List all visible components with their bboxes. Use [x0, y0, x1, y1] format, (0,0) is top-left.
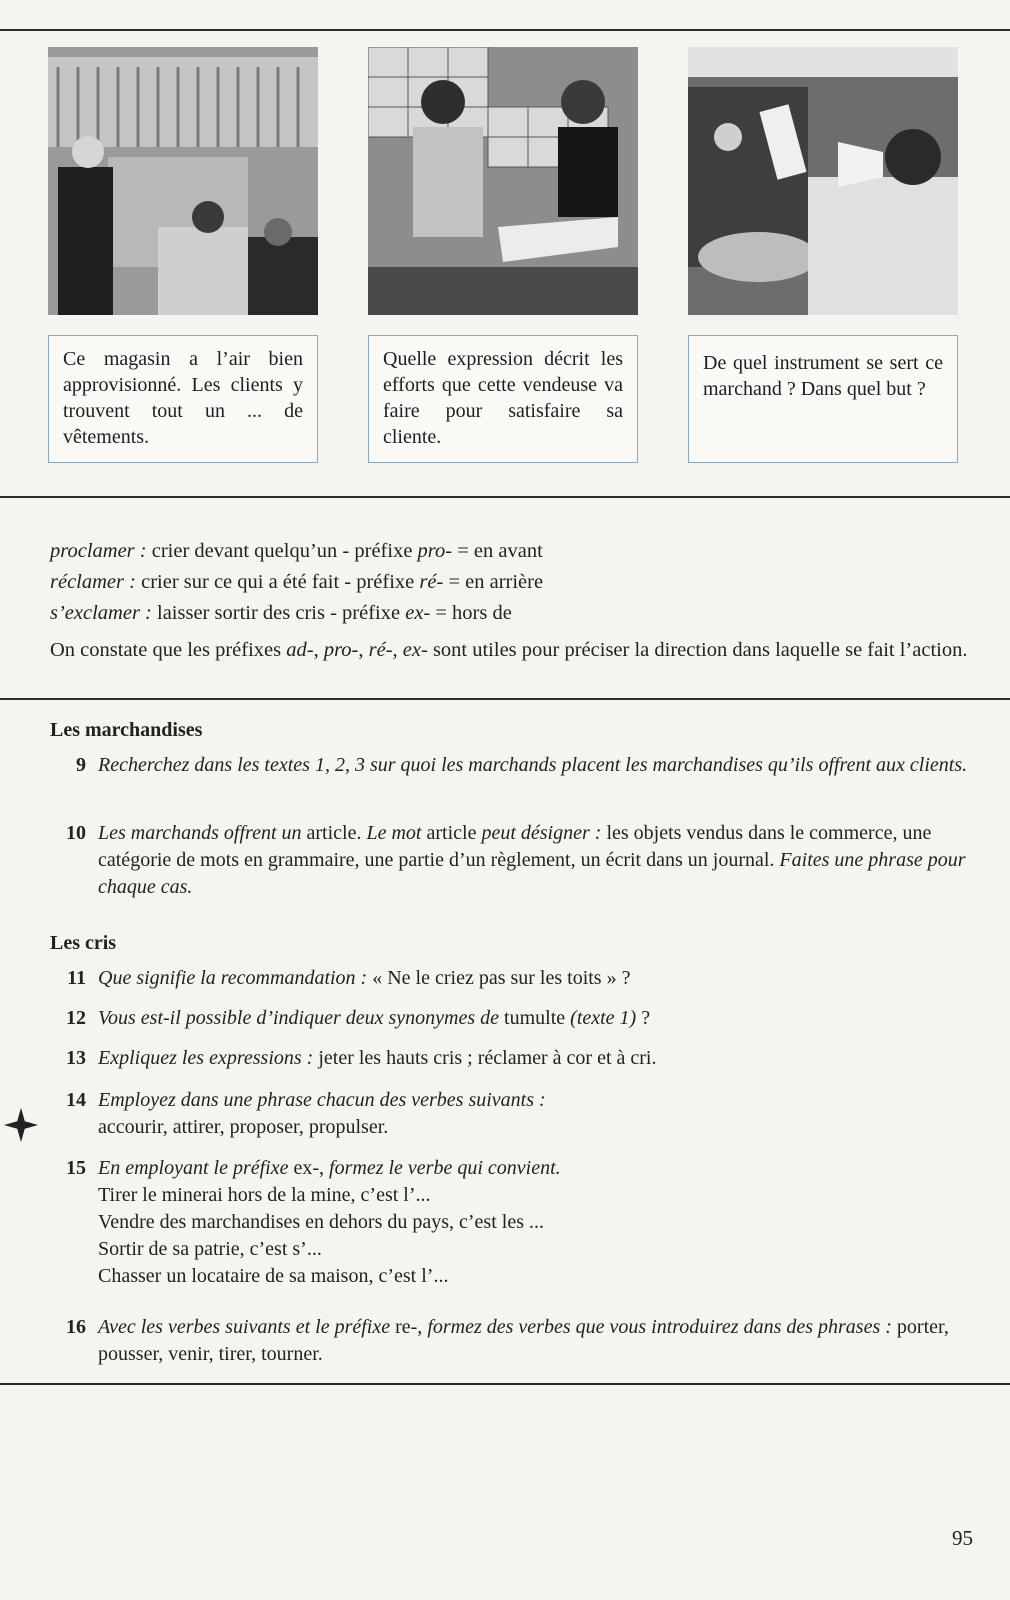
definition-text: crier sur ce qui a été fait - préfixe — [135, 571, 420, 593]
page-number: 95 — [952, 1526, 973, 1550]
definition-text: laisser sortir des cris - préfixe — [151, 602, 406, 624]
exercise-9 — [50, 752, 980, 779]
definition-reclamer — [50, 567, 980, 598]
exercise-number: 11 — [67, 967, 86, 989]
definition-text: crier devant quelqu’un - préfixe — [146, 540, 418, 562]
definition-term: proclamer : — [50, 540, 147, 562]
exercise-line: Tirer le minerai hors de la mine, c’est l’... — [98, 1184, 431, 1206]
exercise-13: 13 Expliquez les expressions : jeter les hauts cris ; réclamer à cor et à cri. — [50, 1045, 980, 1072]
section-title-marchandises: Les marchandises — [50, 719, 203, 741]
rule-after-photos — [0, 496, 1010, 498]
shoe-store-illustration — [368, 47, 638, 315]
exercise-number: 14 — [66, 1089, 86, 1111]
caption-1: Ce magasin a l’air bien approvisionné. Les clients y trouvent tout un ... de vêtements. — [48, 335, 318, 463]
section-title-cris: Les cris — [50, 932, 117, 954]
definition-meaning: = en avant — [452, 540, 543, 562]
exercise-number: 16 — [66, 1316, 86, 1338]
market-vendor-illustration — [688, 47, 958, 315]
shoe-store-photo — [368, 47, 638, 315]
definition-term: s’exclamer : — [50, 602, 152, 624]
definition-meaning: = en arrière — [443, 571, 544, 593]
rule-after-definitions — [0, 698, 1010, 700]
exercise-line: Vendre des marchandises en dehors du pays, c’est les ... — [98, 1211, 544, 1233]
top-rule — [0, 29, 1010, 31]
definition-term: réclamer : — [50, 571, 136, 593]
definition-prefix: ré- — [419, 571, 444, 593]
prefix-definitions — [50, 536, 980, 663]
exercise-line: Chasser un locataire de sa maison, c’est l’... — [98, 1265, 449, 1287]
clothing-store-illustration — [48, 47, 318, 315]
exercise-number: 10 — [66, 822, 86, 844]
exercise-15: 15 En employant le préfixe ex-, formez le verbe qui convient. Tirer le minerai hors de la mine, c’est l’... Vendre des marchandises en dehors du pays, c’est les ... Sortir de sa patrie, c’est s’... Chasser un locataire de sa maison, c’est l’... — [50, 1155, 980, 1290]
exercise-instruction: Recherchez dans les textes 1, 2, 3 sur quoi les marchands placent les marchandises qu’ils offrent aux clients. — [98, 754, 968, 776]
definition-sexclamer — [50, 598, 980, 629]
exercise-12: 12 Vous est-il possible d’indiquer deux synonymes de tumulte (texte 1) ? — [50, 1005, 980, 1032]
definition-proclamer — [50, 536, 980, 567]
definition-prefix: pro- — [417, 540, 453, 562]
definition-meaning: = hors de — [430, 602, 512, 624]
caption-2: Quelle expression décrit les efforts que cette vendeuse va faire pour satisfaire sa cliente. — [368, 335, 638, 463]
exercise-number: 12 — [66, 1007, 86, 1029]
exercise-10: 10 Les marchands offrent un article. Le mot article peut désigner : les objets vendus dans le commerce, une catégorie de mots en grammaire, une partie d’un règlement, un écrit dans un journal. Faites une phrase pour chaque cas. — [50, 820, 980, 901]
market-vendor-photo — [688, 47, 958, 315]
exercise-number: 13 — [66, 1047, 86, 1069]
star-marker-icon — [2, 1106, 40, 1144]
exercise-16: 16 Avec les verbes suivants et le préfixe re-, formez des verbes que vous introduirez dans des phrases : porter, pousser, venir, tirer, tourner. — [50, 1314, 980, 1368]
conclusion-paragraph: On constate que les préfixes ad-, pro-, ré-, ex- sont utiles pour préciser la direction dans laquelle se fait l’action. — [50, 639, 968, 661]
exercise-11: 11 Que signifie la recommandation : « Ne le criez pas sur les toits » ? — [50, 965, 980, 992]
bottom-rule — [0, 1383, 1010, 1385]
definition-prefix: ex- — [405, 602, 431, 624]
caption-3: De quel instrument se sert ce marchand ? Dans quel but ? — [688, 335, 958, 463]
exercise-number: 9 — [76, 754, 86, 776]
exercise-line: Sortir de sa patrie, c’est s’... — [98, 1238, 322, 1260]
clothing-store-photo — [48, 47, 318, 315]
exercise-number: 15 — [66, 1157, 86, 1179]
exercise-14: 14 Employez dans une phrase chacun des verbes suivants : accourir, attirer, proposer, propulser. — [50, 1087, 980, 1141]
